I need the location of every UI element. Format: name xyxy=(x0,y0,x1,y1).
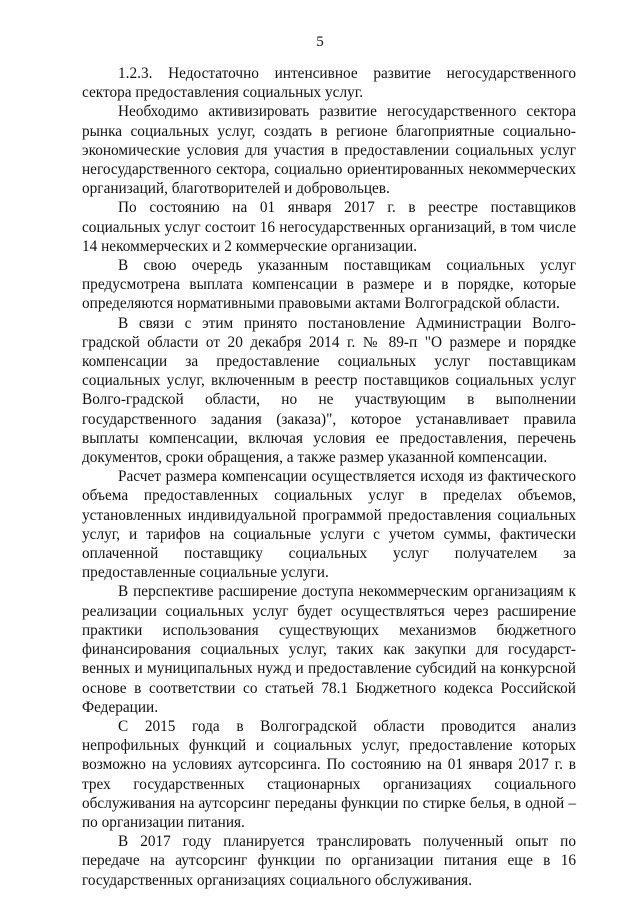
paragraph-section-heading: 1.2.3. Недостаточно интенсивное развитие негосударственного сектора предоставления социальных услуг. xyxy=(82,65,576,102)
paragraph-resolution: В связи с этим принято постановление Администрации Волго-градской области от 20 декабря 2014 г. № 89-п "О размере и порядке компенсации за предоставление социальных услуг поставщикам социальных услуг, включенным в реестр поставщиков социальных услуг Волго-градской области, но не участвующим в выполнении государственного задания (заказа)", которое устанавливает правила выплаты компенсации, включая условия ее предоставления, перечень документов, сроки обращения, а также размер указанной компенсации. xyxy=(82,314,576,467)
paragraph-compensation: В свою очередь указанным поставщикам социальных услуг предусмотрена выплата компенсации в размере и в порядке, которые определяются нормативными правовыми актами Волгоградской области. xyxy=(82,257,576,313)
document-body xyxy=(82,64,576,890)
paragraph-registry-status: По состоянию на 01 января 2017 г. в реестре поставщиков социальных услуг состоит 16 негосударственных организаций, в том числе 14 некоммерческих и 2 коммерческие организации. xyxy=(82,199,576,255)
page-number: 5 xyxy=(316,34,324,50)
paragraph-calculation: Расчет размера компенсации осуществляется исходя из фактического объема предоставленных социальных услуг в пределах объемов, установленных индивидуальной программой предоставления социальных услуг, и тарифов на социальные услуги с учетом суммы, фактически оплаченной поставщику социальных услуг получателем за предоставленные социальные услуги. xyxy=(82,468,576,582)
paragraph-outsourcing-analysis: С 2015 года в Волгоградской области проводится анализ непрофильных функций и социальных услуг, предоставление которых возможно на условиях аутсорсинга. По состоянию на 01 января 2017 г. в трех государственных стационарных организациях социального обслуживания на аутсорсинг переданы функции по стирке белья, в одной – по организации питания. xyxy=(82,717,576,831)
paragraph-activation: Необходимо активизировать развитие негосударственного сектора рынка социальных услуг, создать в регионе благоприятные социально-экономические условия для участия в предоставлении социальных услуг негосударственного сектора, социально ориентированных некоммерческих организаций, благотворителей и добровольцев. xyxy=(82,103,576,198)
paragraph-outsourcing-plan: В 2017 году планируется транслировать полученный опыт по передаче на аутсорсинг функции по организации питания еще в 16 государственных организациях социального обслуживания. xyxy=(82,833,576,889)
paragraph-perspective: В перспективе расширение доступа некоммерческим организациям к реализации социальных услуг будет осуществляться через расширение практики использования существующих механизмов бюджетного финансирования социальных услуг, таких как закупки для государст-венных и муниципальных нужд и предоставление субсидий на конкурсной основе в соответствии со статьей 78.1 Бюджетного кодекса Российской Федерации. xyxy=(82,583,576,716)
